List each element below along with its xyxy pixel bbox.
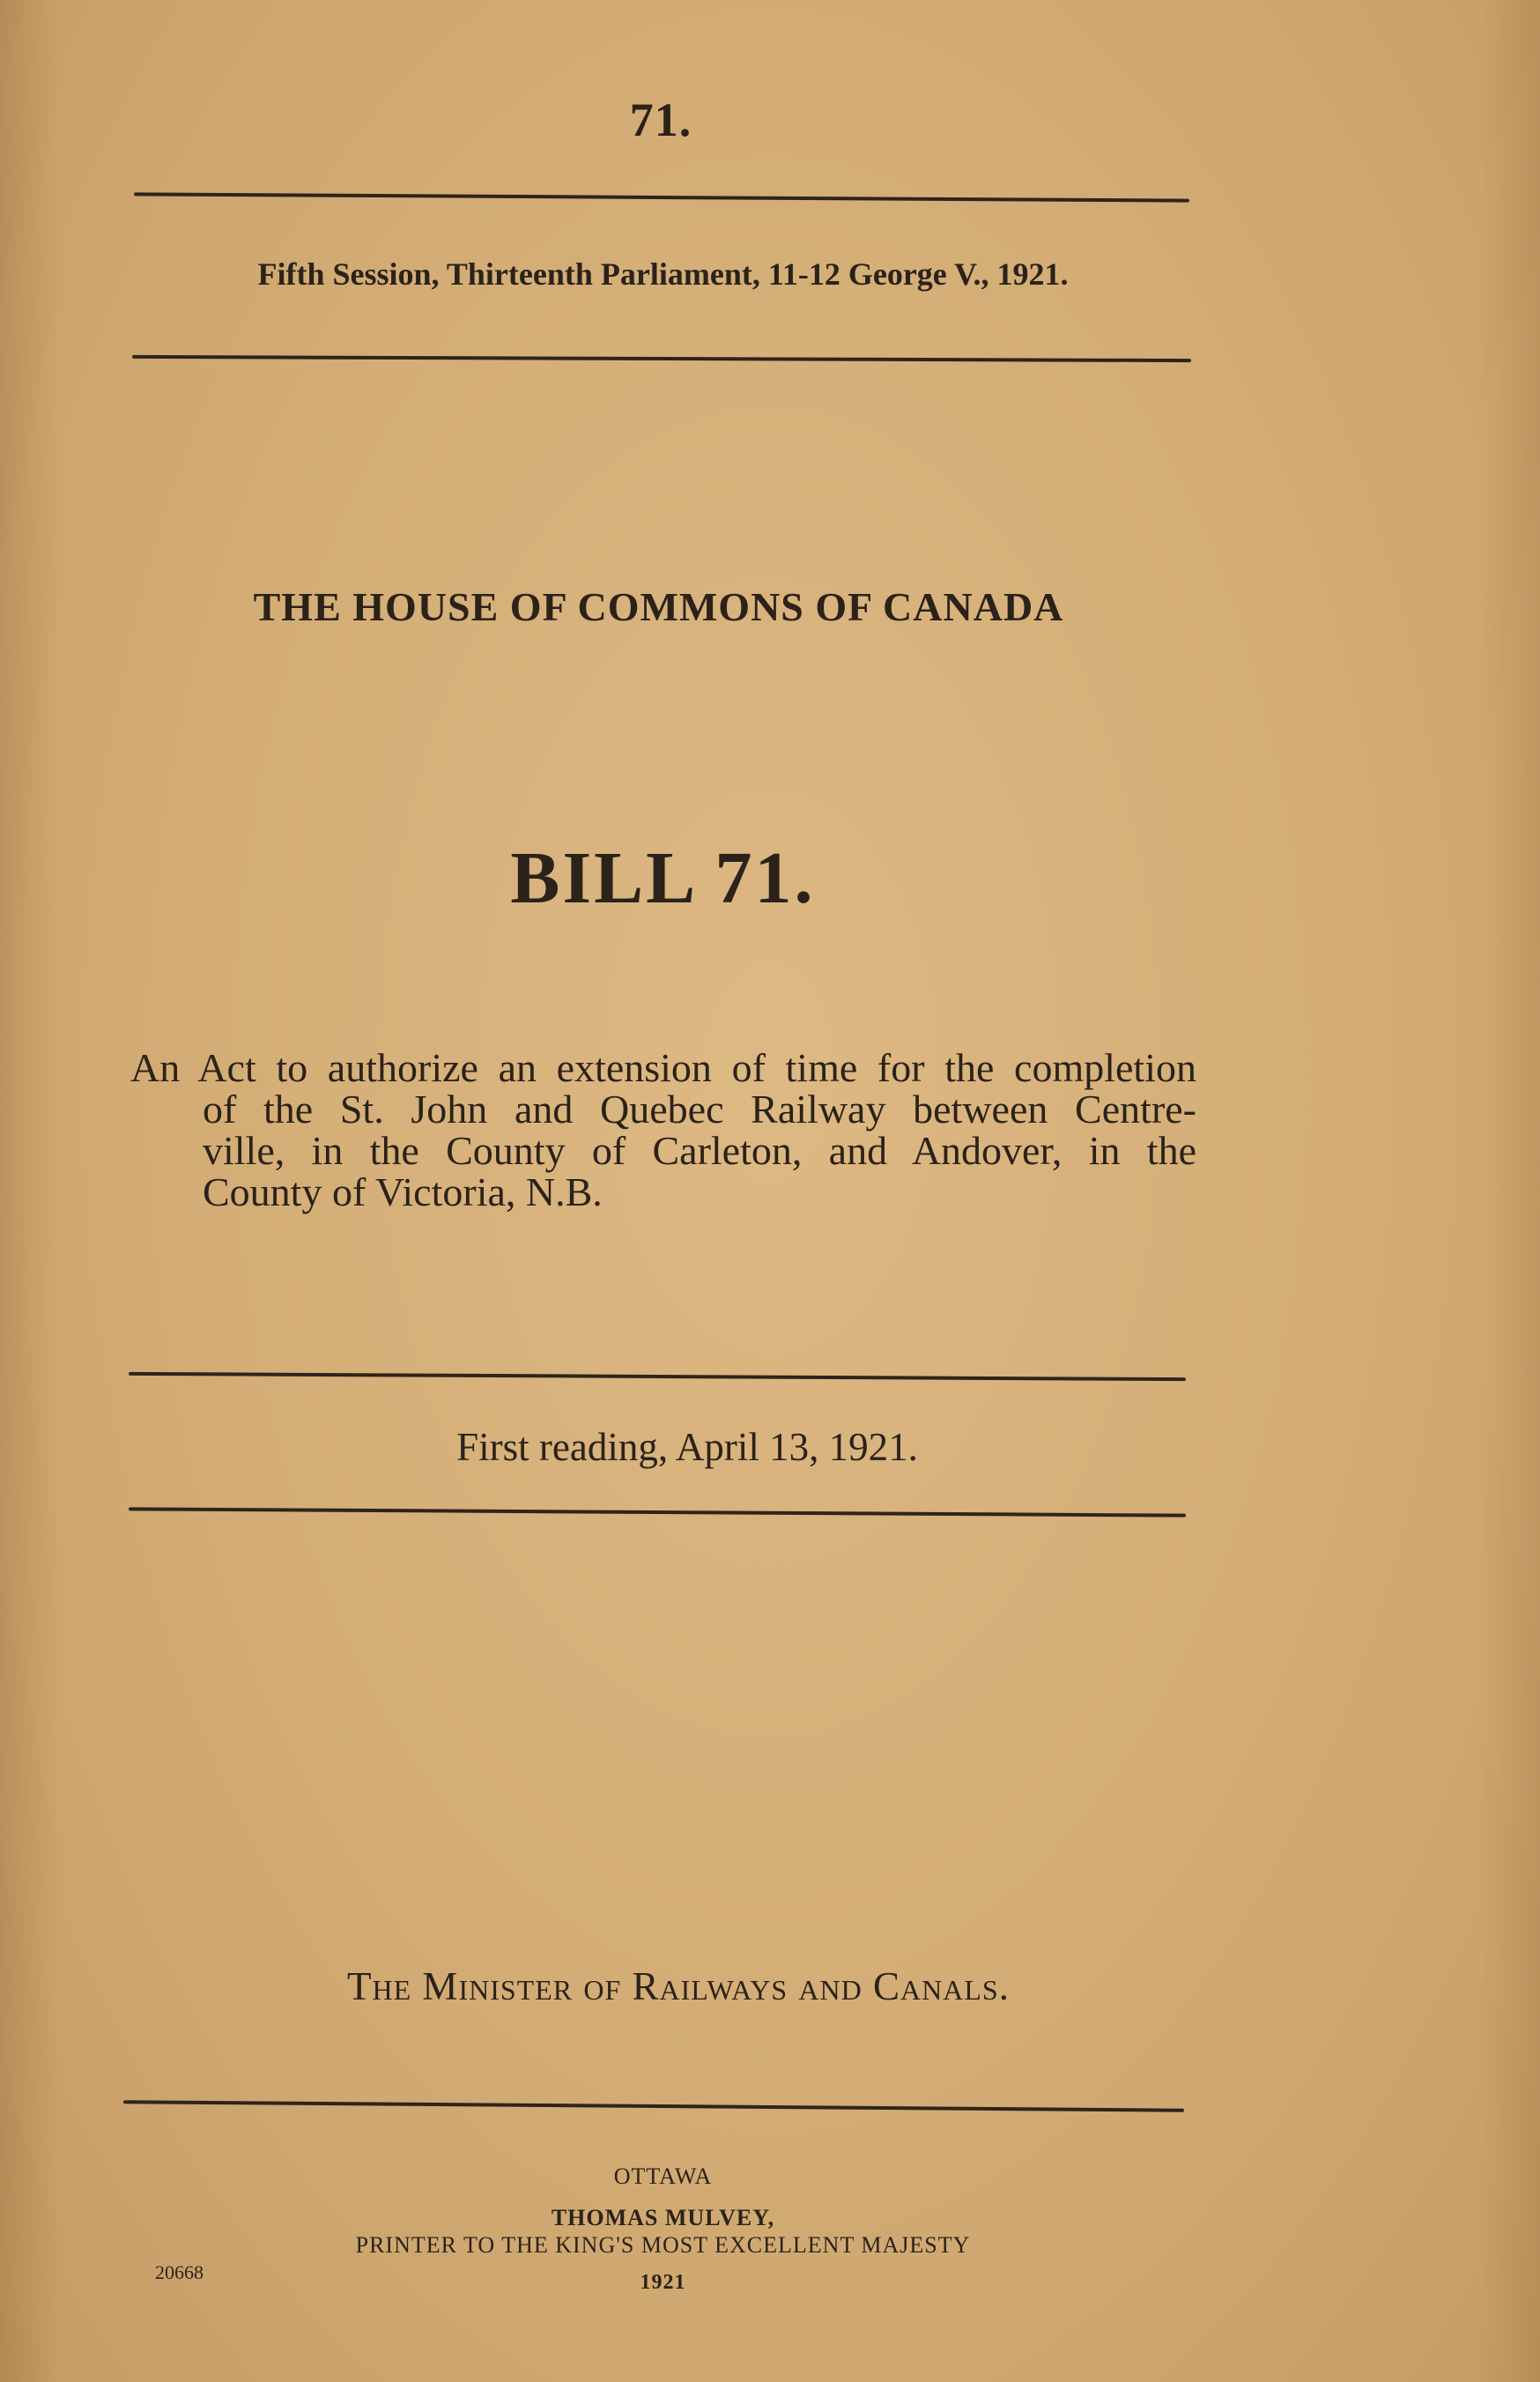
page-number: 71. — [629, 93, 692, 146]
minister-line: The Minister of Railways and Canals. — [347, 1964, 1010, 2008]
first-reading: First reading, April 13, 1921. — [456, 1425, 918, 1469]
imprint-city: OTTAWA — [613, 2163, 713, 2189]
house-title: THE HOUSE OF COMMONS OF CANADA — [253, 584, 1064, 629]
job-number: 20668 — [155, 2261, 204, 2283]
middle-rule-1 — [129, 1372, 1186, 1381]
middle-rule-2 — [129, 1507, 1186, 1517]
description-line: County of Victoria, N.B. — [203, 1169, 603, 1214]
imprint-printer: THOMAS MULVEY, — [551, 2205, 775, 2230]
imprint-printer-title: PRINTER TO THE KING'S MOST EXCELLENT MAJESTY — [355, 2232, 971, 2258]
top-rule-1 — [134, 192, 1189, 202]
description-line: An Act to authorize an extension of time for the completion — [130, 1045, 1196, 1090]
bottom-rule — [123, 2100, 1184, 2111]
session-line: Fifth Session, Thirteenth Parliament, 11-12 George V., 1921. — [257, 256, 1069, 292]
bill-title: BILL 71. — [510, 837, 816, 919]
imprint-year: 1921 — [640, 2271, 686, 2294]
description-line: of the St. John and Quebec Railway between Centre- — [203, 1087, 1196, 1132]
bill-description — [130, 1047, 1196, 1213]
description-line: ville, in the County of Carleton, and Andover, in the — [203, 1128, 1196, 1173]
top-rule-2 — [132, 355, 1191, 362]
